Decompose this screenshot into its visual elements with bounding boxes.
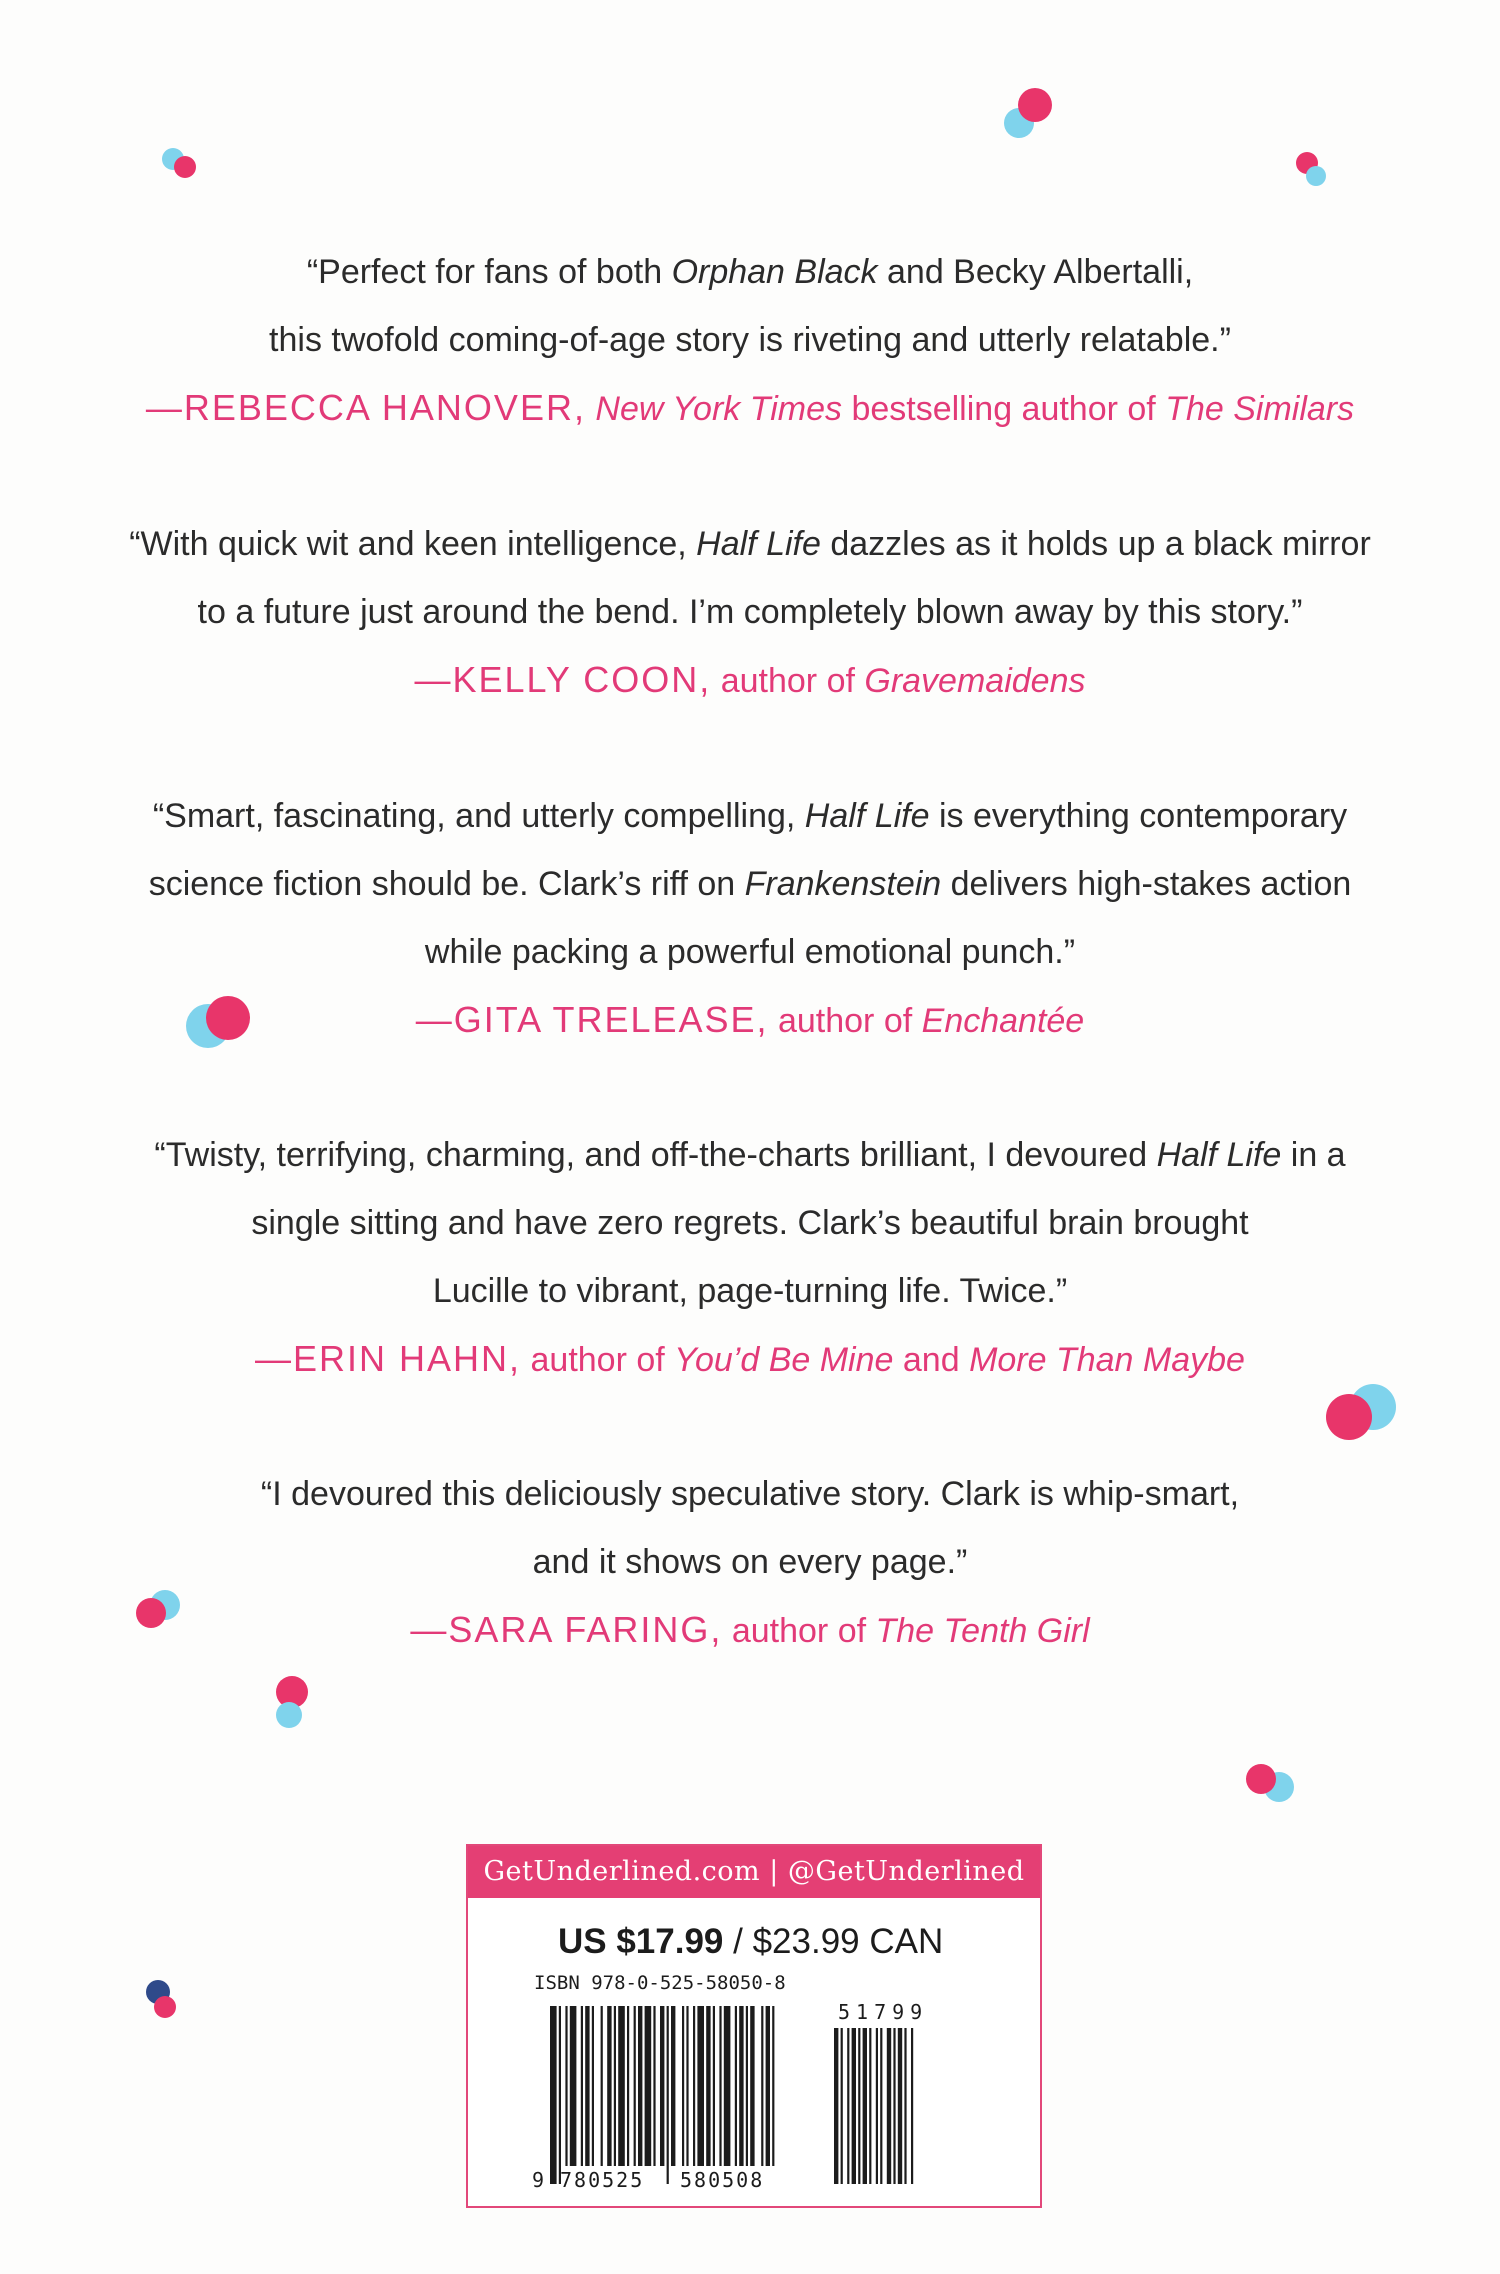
barcode-addon-bar: [863, 2028, 867, 2184]
blurb-attribution: [80, 986, 1420, 1055]
barcode-digits-left: 780525: [560, 2168, 645, 2192]
barcode-bar: [550, 2006, 557, 2184]
quote-title-text: Orphan Black: [671, 253, 878, 291]
blurb-quote-line: [80, 1528, 1420, 1596]
blurb-quote-line: [80, 1257, 1420, 1325]
barcode-addon-bar: [904, 2028, 906, 2184]
confetti-dot: [174, 156, 196, 178]
attribution-text: and: [893, 1341, 970, 1379]
barcode-bar: [693, 2006, 695, 2166]
barcode-addon-bar: [841, 2028, 843, 2184]
barcode-bar: [713, 2006, 715, 2166]
attribution-title: The Similars: [1165, 390, 1355, 428]
attribution-title: More Than Maybe: [969, 1341, 1245, 1379]
quote-text: delivers high-stakes action: [941, 865, 1352, 903]
blurb: [80, 1121, 1420, 1394]
blurb-attribution: [80, 646, 1420, 715]
attribution-author-name: —REBECCA HANOVER,: [145, 387, 586, 428]
blurb-quote-line: [80, 238, 1420, 306]
barcode-bar: [766, 2006, 770, 2166]
quote-text: “With quick wit and keen intelligence,: [129, 525, 697, 563]
barcode-bar: [634, 2006, 636, 2166]
attribution-title: You’d Be Mine: [674, 1341, 894, 1379]
barcode-bar: [601, 2006, 603, 2166]
quote-title-text: Frankenstein: [744, 865, 942, 903]
blurb-quote-line: [80, 782, 1420, 850]
confetti-dot: [276, 1702, 302, 1728]
quote-text: is everything contemporary: [929, 797, 1348, 835]
blurb-attribution: [80, 1596, 1420, 1665]
quote-title-text: Half Life: [1156, 1136, 1282, 1174]
isbn-label: ISBN 978-0-525-58050-8: [534, 1972, 786, 1994]
quote-text: “Twisty, terrifying, charming, and off-the-charts brilliant, I devoured: [154, 1136, 1157, 1174]
barcode-addon-bar: [852, 2028, 856, 2184]
barcode-addon-bar: [880, 2028, 882, 2184]
attribution-author-name: —SARA FARING,: [410, 1609, 723, 1650]
attribution-text: author of: [768, 1002, 922, 1040]
confetti-dot: [1246, 1764, 1276, 1794]
confetti-dot: [154, 1996, 176, 2018]
barcode-addon-bar: [869, 2028, 871, 2184]
blurb-attribution: [80, 374, 1420, 443]
price-us: US $17.99: [558, 1922, 724, 1961]
barcode-bar: [667, 2006, 669, 2184]
barcode-bar: [682, 2006, 684, 2166]
barcode-bar: [697, 2006, 704, 2166]
barcode-main-bars: [550, 2006, 774, 2184]
blurb: [80, 1460, 1420, 1665]
confetti-dot: [1326, 1394, 1372, 1440]
barcode-bar: [686, 2006, 688, 2166]
barcode-bar: [638, 2006, 642, 2166]
quote-text: while packing a powerful emotional punch.”: [424, 933, 1076, 971]
confetti-dot: [1018, 88, 1052, 122]
barcode-bar: [735, 2006, 737, 2166]
attribution-title: New York Times: [595, 390, 842, 428]
barcode-bar: [739, 2006, 743, 2166]
barcode-addon-digits: 51799: [838, 2000, 929, 2024]
quote-text: “I devoured this deliciously speculative story. Clark is whip-smart,: [260, 1475, 1240, 1513]
quote-text: and Becky Albertalli,: [877, 253, 1194, 291]
blurb: [80, 510, 1420, 715]
confetti-dot: [136, 1598, 166, 1628]
quote-text: single sitting and have zero regrets. Clark’s beautiful brain brought: [251, 1204, 1249, 1242]
quote-text: dazzles as it holds up a black mirror: [820, 525, 1371, 563]
blurb-quote-line: [80, 918, 1420, 986]
barcode-bar: [565, 2006, 567, 2166]
barcode-bar: [618, 2006, 625, 2166]
price-can: / $23.99 CAN: [723, 1922, 944, 1961]
isbn-barcode: [532, 1998, 992, 2188]
barcode-digits-right: 580508: [680, 2168, 765, 2192]
blurb-quote-line: [80, 306, 1420, 374]
blurb: [80, 238, 1420, 443]
quote-text: and it shows on every page.”: [532, 1543, 968, 1581]
confetti-dot: [1306, 166, 1326, 186]
barcode-bar: [559, 2006, 561, 2184]
attribution-title: Gravemaidens: [864, 662, 1086, 700]
attribution-author-name: —GITA TRELEASE,: [415, 999, 769, 1040]
attribution-title: The Tenth Girl: [875, 1612, 1090, 1650]
barcode-addon-bars: [834, 2028, 913, 2184]
barcode-bar: [706, 2006, 710, 2166]
attribution-text: author of: [521, 1341, 675, 1379]
quote-title-text: Half Life: [696, 525, 821, 563]
barcode-addon-bar: [847, 2028, 849, 2184]
barcode-addon-bar: [893, 2028, 895, 2184]
quote-text: science fiction should be. Clark’s riff on: [148, 865, 745, 903]
barcode-bar: [627, 2006, 629, 2166]
quote-text: in a: [1281, 1136, 1346, 1174]
blurb-attribution: [80, 1325, 1420, 1394]
barcode-addon-bar: [858, 2028, 860, 2184]
barcode-bar: [719, 2006, 721, 2166]
quote-text: “Perfect for fans of both: [306, 253, 672, 291]
quote-text: Lucille to vibrant, page-turning life. Twice.”: [432, 1272, 1068, 1310]
barcode-bar: [761, 2006, 763, 2166]
attribution-author-name: —ERIN HAHN,: [255, 1338, 522, 1379]
price-label: [558, 1922, 943, 1962]
blurb-quote-line: [80, 1121, 1420, 1189]
barcode-bar: [645, 2006, 652, 2166]
attribution-text: [586, 390, 595, 428]
barcode-bar: [614, 2006, 616, 2166]
quote-text: to a future just around the bend. I’m completely blown away by this story.”: [197, 593, 1303, 631]
barcode-addon-bar: [876, 2028, 878, 2184]
barcode-addon-bar: [887, 2028, 891, 2184]
barcode-bar: [724, 2006, 731, 2166]
blurb: [80, 782, 1420, 1055]
quote-title-text: Half Life: [804, 797, 930, 835]
barcode-bar: [772, 2006, 774, 2166]
barcode-addon-bar: [898, 2028, 902, 2184]
barcode-bar: [592, 2006, 594, 2166]
blurb-quote-line: [80, 578, 1420, 646]
barcode-bar: [585, 2006, 589, 2166]
blurb-quote-line: [80, 510, 1420, 578]
attribution-text: author of: [711, 662, 865, 700]
barcode-bar: [581, 2006, 583, 2166]
barcode-bar: [746, 2006, 748, 2166]
barcode-addon-bar: [911, 2028, 913, 2184]
barcode-lead-digit: 9: [532, 2168, 547, 2192]
confetti-dot: [206, 996, 250, 1040]
blurb-quote-line: [80, 1460, 1420, 1528]
price-barcode-box: [466, 1844, 1042, 2208]
barcode-bar: [607, 2006, 611, 2166]
attribution-text: bestselling author of: [842, 390, 1166, 428]
barcode-bar: [671, 2006, 675, 2166]
blurb-quote-line: [80, 850, 1420, 918]
quote-text: this twofold coming-of-age story is riveting and utterly relatable.”: [269, 321, 1231, 359]
barcode-addon-bar: [834, 2028, 838, 2184]
attribution-title: Enchantée: [921, 1002, 1085, 1040]
barcode-bar: [653, 2006, 655, 2166]
barcode-bar: [660, 2006, 664, 2166]
barcode-bar: [570, 2006, 577, 2166]
blurb-quote-line: [80, 1189, 1420, 1257]
quote-text: “Smart, fascinating, and utterly compelling,: [152, 797, 805, 835]
attribution-author-name: —KELLY COON,: [414, 659, 712, 700]
publisher-website-banner: GetUnderlined.com | @GetUnderlined: [468, 1846, 1040, 1898]
barcode-bar: [750, 2006, 754, 2166]
attribution-text: author of: [722, 1612, 876, 1650]
